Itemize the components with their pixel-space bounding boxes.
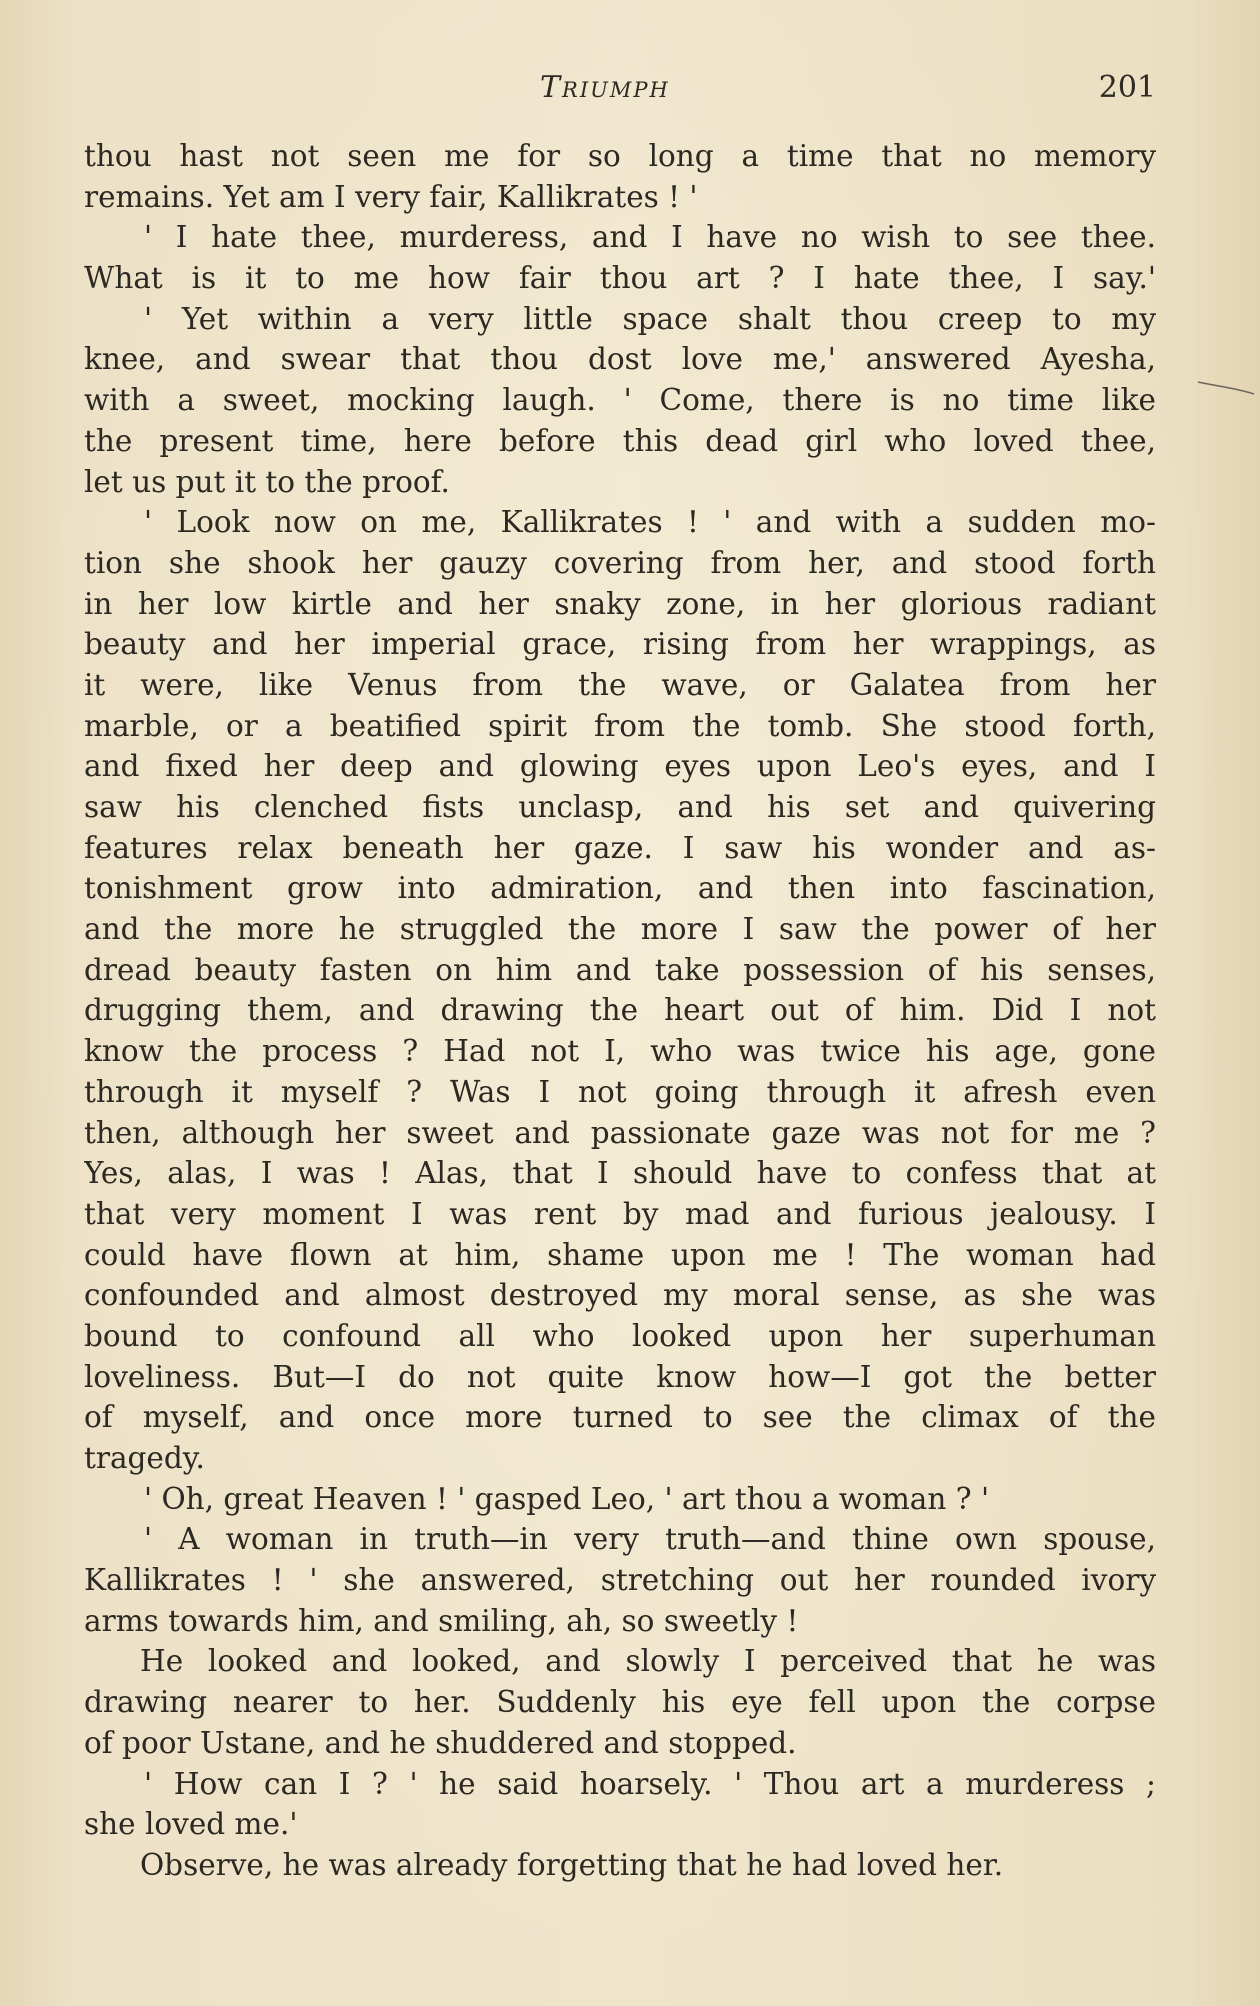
text-line: tragedy. [84,1441,205,1475]
body-text [84,136,1156,1886]
text-line: ' A woman in truth—in very truth—and thine own spouse, [144,1522,1156,1557]
text-line: remains. Yet am I very fair, Kallikrates ! ' [84,179,698,214]
text-line: with a sweet, mocking laugh. ' Come, there is no time like [84,383,1156,418]
text-line: of poor Ustane, and he shuddered and stopped. [84,1725,797,1760]
text-line: could have flown at him, shame upon me ! The woman had [84,1237,1156,1272]
text-line: ' Yet within a very little space shalt thou creep to my [144,301,1156,336]
text-line: tion she shook her gauzy covering from her, and stood forth [84,545,1156,580]
text-line: thou hast not seen me for so long a time that no memory [84,139,1156,173]
page-header [84,70,1156,114]
text-line: beauty and her imperial grace, rising from her wrappings, as [84,627,1156,662]
text-line: saw his clenched fists unclasp, and his set and quivering [84,790,1156,824]
text-line: she loved me.' [84,1807,298,1842]
text-line: ' Look now on me, Kallikrates ! ' and with a sudden mo- [144,505,1156,540]
text-line: arms towards him, and smiling, ah, so sweetly ! [84,1603,799,1638]
text-line: then, although her sweet and passionate gaze was not for me ? [84,1115,1156,1150]
text-line: let us put it to the proof. [84,464,450,499]
margin-pencil-mark [1196,378,1256,398]
text-line: Observe, he was already forgetting that he had loved her. [140,1847,1004,1882]
text-line: Yes, alas, I was ! Alas, that I should have to confess that at [84,1156,1156,1191]
text-line: Kallikrates ! ' she answered, stretching out her rounded ivory [84,1563,1156,1598]
text-line: and fixed her deep and glowing eyes upon Leo's eyes, and I [84,749,1156,784]
text-line: know the process ? Had not I, who was twice his age, gone [84,1034,1156,1069]
text-line: in her low kirtle and her snaky zone, in her glorious radiant [84,586,1156,621]
text-line: ' I hate thee, murderess, and I have no wish to see thee. [144,220,1156,255]
text-line: bound to confound all who looked upon her superhuman [84,1318,1156,1353]
text-line: ' How can I ? ' he said hoarsely. ' Thou art a murderess ; [144,1766,1156,1801]
text-line: through it myself ? Was I not going through it afresh even [84,1074,1156,1109]
text-line: it were, like Venus from the wave, or Galatea from her [84,667,1156,702]
text-line: drugging them, and drawing the heart out of him. Did I not [84,993,1156,1028]
page-number: 201 [1098,70,1156,105]
running-title: Triumph [540,70,670,105]
text-line: confounded and almost destroyed my moral sense, as she was [84,1278,1156,1313]
text-line: ' Oh, great Heaven ! ' gasped Leo, ' art thou a woman ? ' [144,1481,990,1516]
text-line: loveliness. But—I do not quite know how—I got the better [84,1359,1156,1394]
text-line: What is it to me how fair thou art ? I hate thee, I say.' [84,261,1156,296]
text-line: of myself, and once more turned to see the climax of the [84,1400,1156,1435]
text-line: He looked and looked, and slowly I perceived that he was [140,1644,1156,1679]
text-line: the present time, here before this dead girl who loved thee, [84,423,1156,458]
text-line: marble, or a beatified spirit from the tomb. She stood forth, [84,708,1156,743]
text-line: dread beauty fasten on him and take possession of his senses, [84,952,1156,987]
text-line: drawing nearer to her. Suddenly his eye fell upon the corpse [84,1685,1156,1720]
text-line: features relax beneath her gaze. I saw his wonder and as- [84,830,1156,865]
text-line: knee, and swear that thou dost love me,' answered Ayesha, [84,342,1156,377]
text-line: tonishment grow into admiration, and then into fascination, [84,871,1156,906]
text-line: that very moment I was rent by mad and furious jealousy. I [84,1196,1156,1231]
text-line: and the more he struggled the more I saw the power of her [84,912,1156,947]
